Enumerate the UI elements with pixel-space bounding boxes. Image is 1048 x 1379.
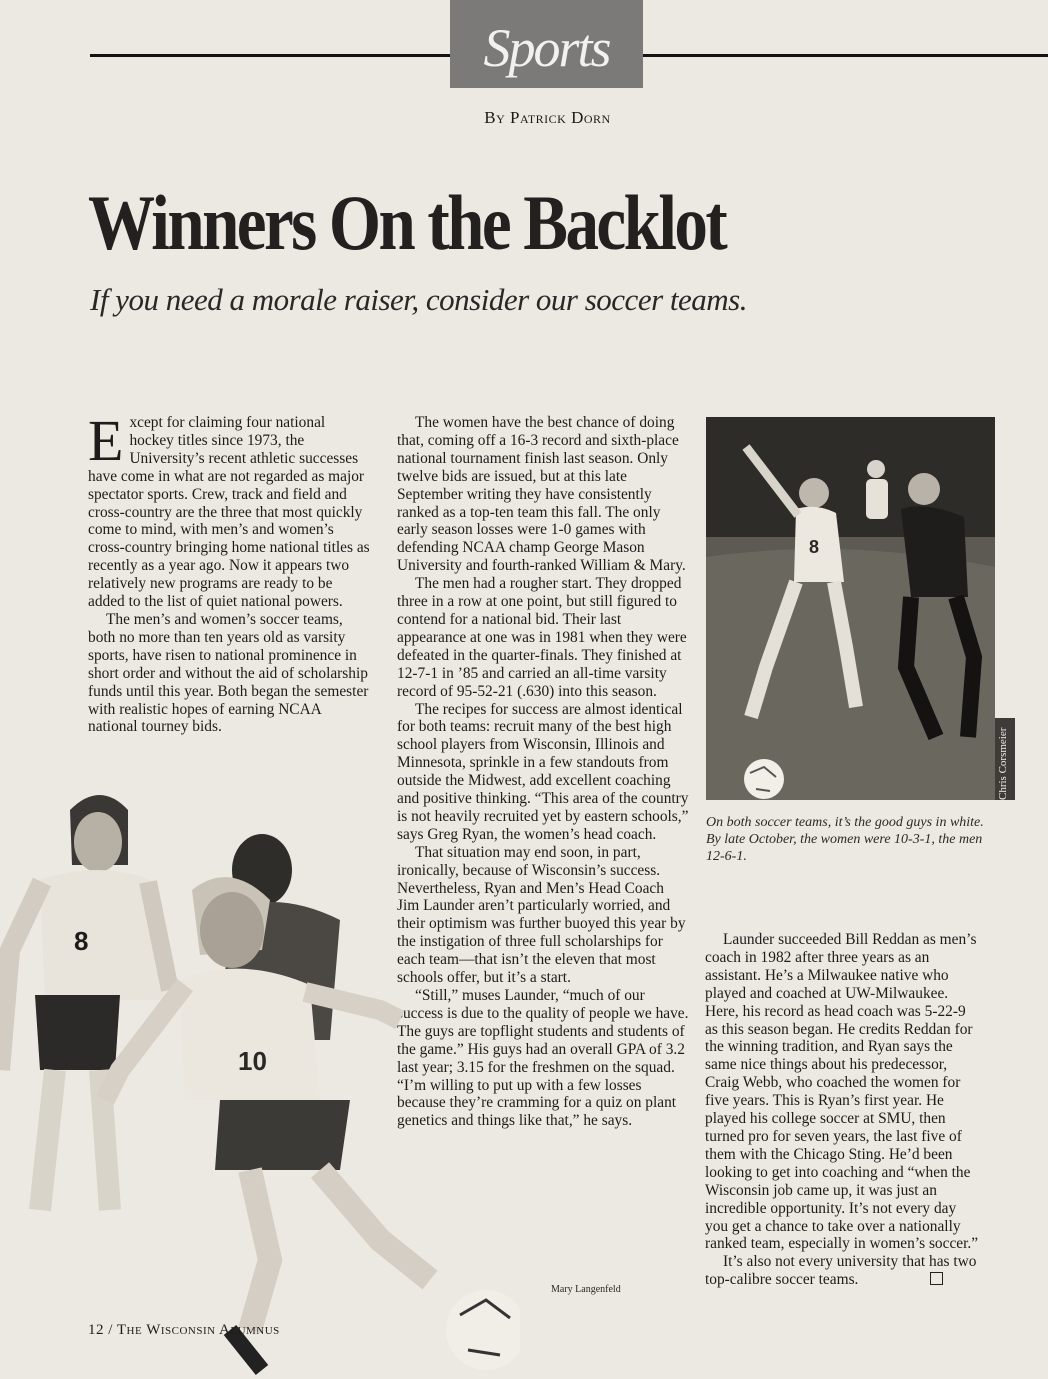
column-3 bbox=[705, 931, 981, 1289]
paragraph: The recipes for success are almost identical for both teams: recruit many of the best high school players from Wisconsin, Illinois and Minnesota, sprinkle in a few standouts from outside the Midwest, add excellent coaching and positive thinking. “This area of the country is not heavily recruited yet by eastern schools,” says Greg Ryan, the women’s head coach. bbox=[397, 700, 689, 843]
paragraph bbox=[705, 1253, 981, 1289]
photo-credit-bottom: Mary Langenfeld bbox=[551, 1284, 621, 1295]
photo-men-soccer-image bbox=[706, 417, 995, 800]
photo-men-soccer bbox=[706, 417, 995, 800]
headline: Winners On the Backlot bbox=[88, 179, 726, 266]
paragraph: The men had a rougher start. They dropped three in a row at one point, but still figured to contend for a national bid. Their last appearance at one was in 1981 when they were defeated in the quarter-finals. They finished at 12-7-1 in ’85 and carried an all-time varsity record of 95-52-21 (.630) into this season. bbox=[397, 575, 687, 700]
paragraph: The women have the best chance of doing that, coming off a 16-3 record and sixth-place national tournament finish last season. Only twelve bids are issued, but at this late September writing they have consistently ranked as a top-ten team this fall. The only early season losses were 1-0 games with defending NCAA champ George Mason University and fourth-ranked William & Mary. bbox=[397, 414, 686, 575]
deck: If you need a morale raiser, consider our soccer teams. bbox=[90, 282, 747, 317]
photo-credit-top: Chris Corsmeier bbox=[995, 718, 1015, 800]
section-label: Sports bbox=[450, 0, 643, 88]
paragraph: “Still,” muses Launder, “much of our success is due to the quality of people we have. The guys are topflight students and students of the game.” His guys had an overall GPA of 3.2 last year; 3.15 for the freshmen on the squad. “I’m willing to put up with a few losses because they’re cramming for a quiz on plant genetics and things like that,” he says. bbox=[397, 987, 689, 1130]
paragraph-text: xcept for claiming four national hockey titles since 1973, the University’s recent athletic successes have come in what are not regarded as major spectator sports. Crew, track and field and cross-country are the three that most quickly come to mind, with men’s and women’s cross-country bringing home national titles as recently as a year ago. Now it appears two relatively new programs are ready to be added to the list of quiet national powers. bbox=[88, 414, 370, 611]
byline: By Patrick Dorn bbox=[484, 108, 611, 127]
column-1 bbox=[88, 408, 372, 736]
jersey-number-women-left: 8 bbox=[74, 926, 89, 956]
photo-women-soccer bbox=[0, 770, 520, 1379]
paragraph: The men’s and women’s soccer teams, both no more than ten years old as varsity sports, have risen to national prominence in short order and without the aid of scholarship funds until this year. Both began the semester with realistic hopes of earning NCAA national tourney bids. bbox=[88, 610, 369, 736]
photo-women-soccer-image bbox=[0, 770, 520, 1379]
page-folio: 12 / The Wisconsin Alumnus bbox=[88, 1322, 280, 1338]
photo-caption: On both soccer teams, it’s the good guys in white. By late October, the women were 10-3-1, the men 12-6-1. bbox=[706, 815, 984, 864]
paragraph bbox=[88, 408, 372, 611]
drop-cap: E bbox=[88, 408, 124, 473]
paragraph-text: It’s also not every university that has two top-calibre soccer teams. bbox=[705, 1253, 977, 1289]
paragraph: That situation may end soon, in part, ironically, because of Wisconsin’s success. Nevertheless, Ryan and Men’s Head Coach Jim Launder aren’t particularly worried, and their optimism was further buoyed this year by the instigation of three full scholarships for each team—that isn’t the eleven that most schools offer, but it’s a start. bbox=[397, 843, 686, 987]
paragraph: Launder succeeded Bill Reddan as men’s coach in 1982 after three years as an assistant. He’s a Milwaukee native who played and coached at UW-Milwaukee. Here, his record as head coach was 5-22-9 as this season began. He credits Reddan for the winning tradition, and Ryan says the same nice things about his predecessor, Craig Webb, who coached the women for five years. This is Ryan’s first year. He played his college soccer at SMU, then turned pro for seven years, the last five of them with the Chicago Sting. He’d been looking to get into coaching and “when the Wisconsin job came up, it was just an incredible opportunity. It’s not every day you get a chance to take over a nationally ranked team, especially in women’s soccer.” bbox=[705, 931, 979, 1253]
end-mark-icon bbox=[930, 1272, 943, 1285]
header-rule-right bbox=[643, 54, 1048, 57]
jersey-number-women-front: 10 bbox=[238, 1046, 267, 1076]
header-rule-left bbox=[90, 54, 450, 57]
jersey-number-men: 8 bbox=[809, 537, 820, 557]
